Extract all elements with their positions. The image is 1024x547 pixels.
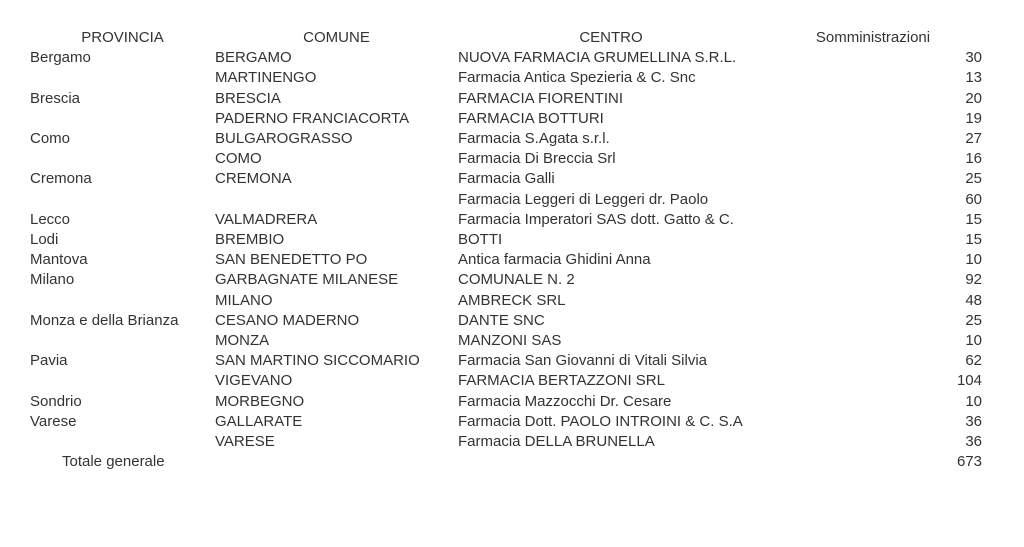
table-row (30, 351, 982, 371)
table-row (30, 291, 982, 311)
cell-somministrazioni: 48 (965, 291, 982, 309)
cell-centro: DANTE SNC (458, 311, 545, 329)
table-row (30, 311, 982, 331)
cell-comune (215, 190, 458, 210)
cell-somministrazioni: 13 (965, 69, 982, 87)
cell-centro: Farmacia Antica Spezieria & C. Snc (458, 69, 696, 87)
cell-comune: PADERNO FRANCIACORTA (215, 109, 410, 127)
cell-comune: MONZA (215, 332, 270, 350)
cell-somministrazioni: 15 (965, 231, 982, 249)
cell-centro: FARMACIA FIORENTINI (458, 89, 624, 107)
cell-provincia: Como (30, 130, 71, 148)
cell-provincia: Mantova (30, 251, 88, 269)
cell-comune: BRESCIA (215, 89, 281, 107)
cell-centro: AMBRECK SRL (458, 291, 566, 309)
cell-somministrazioni: 36 (965, 433, 982, 451)
cell-centro: Antica farmacia Ghidini Anna (458, 251, 651, 269)
cell-somministrazioni: 20 (965, 89, 982, 107)
table-row (30, 169, 982, 189)
cell-somministrazioni: 15 (965, 210, 982, 228)
cell-provincia: Monza e della Brianza (30, 311, 179, 329)
total-value: 673 (956, 453, 982, 471)
cell-centro: Farmacia San Giovanni di Vitali Silvia (458, 352, 708, 370)
cell-centro: Farmacia Leggeri di Leggeri dr. Paolo (458, 190, 709, 208)
cell-provincia: Cremona (30, 170, 92, 188)
cell-somministrazioni: 25 (965, 170, 982, 188)
cell-somministrazioni: 62 (965, 352, 982, 370)
cell-centro: MANZONI SAS (458, 332, 562, 350)
table-row (30, 48, 982, 68)
cell-provincia (30, 371, 215, 391)
cell-somministrazioni: 27 (965, 130, 982, 148)
cell-centro: Farmacia S.Agata s.r.l. (458, 130, 610, 148)
table-row (30, 371, 982, 391)
cell-provincia (30, 331, 215, 351)
total-empty-comune (215, 452, 458, 472)
table-row (30, 250, 982, 270)
cell-provincia (30, 109, 215, 129)
cell-somministrazioni: 60 (965, 190, 982, 208)
cell-provincia: Bergamo (30, 49, 91, 67)
cell-comune: SAN MARTINO SICCOMARIO (215, 352, 420, 370)
cell-comune: BREMBIO (215, 231, 285, 249)
cell-somministrazioni: 10 (965, 392, 982, 410)
cell-centro: Farmacia Imperatori SAS dott. Gatto & C. (458, 210, 734, 228)
table-row (30, 149, 982, 169)
cell-provincia: Brescia (30, 89, 81, 107)
cell-somministrazioni: 10 (965, 332, 982, 350)
table-row (30, 89, 982, 109)
cell-comune: VIGEVANO (215, 372, 293, 390)
cell-centro: Farmacia Di Breccia Srl (458, 150, 616, 168)
cell-comune: SAN BENEDETTO PO (215, 251, 368, 269)
table-row (30, 392, 982, 412)
cell-provincia (30, 149, 215, 169)
cell-somministrazioni: 36 (965, 412, 982, 430)
cell-provincia: Sondrio (30, 392, 82, 410)
cell-comune: MARTINENGO (215, 69, 317, 87)
cell-centro: Farmacia Galli (458, 170, 555, 188)
cell-comune: CESANO MADERNO (215, 311, 360, 329)
cell-comune: COMO (215, 150, 262, 168)
cell-provincia: Varese (30, 412, 77, 430)
table-row (30, 190, 982, 210)
cell-comune: VARESE (215, 433, 275, 451)
cell-somministrazioni: 92 (965, 271, 982, 289)
cell-somministrazioni: 25 (965, 311, 982, 329)
cell-centro: COMUNALE N. 2 (458, 271, 575, 289)
cell-somministrazioni: 30 (965, 49, 982, 67)
total-label: Totale generale (62, 453, 165, 471)
cell-provincia (30, 190, 215, 210)
report-page (30, 28, 1024, 472)
somministrazioni-table (30, 28, 982, 472)
col-header-centro: CENTRO (579, 29, 643, 46)
cell-centro: FARMACIA BOTTURI (458, 109, 604, 127)
cell-provincia: Lodi (30, 231, 59, 249)
table-row (30, 109, 982, 129)
table-row (30, 432, 982, 452)
cell-centro: FARMACIA BERTAZZONI SRL (458, 372, 665, 390)
cell-comune: CREMONA (215, 170, 292, 188)
cell-provincia: Pavia (30, 352, 68, 370)
cell-provincia: Milano (30, 271, 75, 289)
cell-comune: BERGAMO (215, 49, 292, 67)
cell-centro: Farmacia Mazzocchi Dr. Cesare (458, 392, 672, 410)
cell-somministrazioni: 10 (965, 251, 982, 269)
cell-somministrazioni: 16 (965, 150, 982, 168)
cell-comune: MILANO (215, 291, 273, 309)
cell-comune: VALMADRERA (215, 210, 318, 228)
cell-comune: GALLARATE (215, 412, 303, 430)
total-empty-centro (458, 452, 764, 472)
table-row (30, 68, 982, 88)
table-row (30, 270, 982, 290)
col-header-comune: COMUNE (303, 29, 370, 46)
cell-somministrazioni: 104 (956, 372, 982, 390)
table-row (30, 129, 982, 149)
col-header-somministrazioni: Somministrazioni (815, 29, 931, 46)
col-header-provincia: PROVINCIA (81, 29, 164, 46)
cell-provincia: Lecco (30, 210, 71, 228)
cell-provincia (30, 432, 215, 452)
cell-somministrazioni: 19 (965, 109, 982, 127)
table-row (30, 331, 982, 351)
cell-comune: MORBEGNO (215, 392, 305, 410)
header-row (30, 28, 982, 48)
cell-comune: GARBAGNATE MILANESE (215, 271, 399, 289)
cell-centro: BOTTI (458, 231, 503, 249)
total-row (30, 452, 982, 472)
table-row (30, 210, 982, 230)
table-row (30, 412, 982, 432)
cell-centro: Farmacia DELLA BRUNELLA (458, 433, 655, 451)
table-row (30, 230, 982, 250)
cell-centro: NUOVA FARMACIA GRUMELLINA S.R.L. (458, 49, 737, 67)
cell-provincia (30, 291, 215, 311)
cell-provincia (30, 68, 215, 88)
cell-centro: Farmacia Dott. PAOLO INTROINI & C. S.A (458, 412, 743, 430)
cell-comune: BULGAROGRASSO (215, 130, 353, 148)
